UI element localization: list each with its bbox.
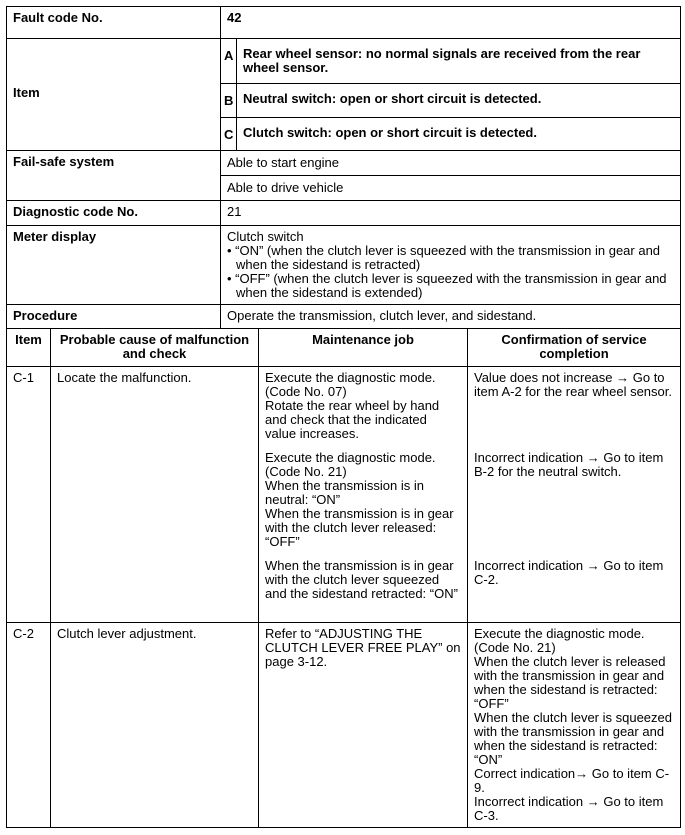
col-header-item: Item — [7, 329, 51, 367]
job-block — [265, 559, 461, 601]
job-line: Execute the diagnostic mode. — [265, 450, 436, 465]
item-letter-a: A — [221, 39, 237, 84]
item-label: Item — [7, 39, 221, 151]
job-block — [265, 451, 461, 549]
confirm-line: Incorrect indication → Go to item C-3. — [474, 794, 664, 823]
job-block — [265, 371, 461, 441]
row-item-c1: C-1 — [7, 367, 51, 623]
item-text-a: Rear wheel sensor: no normal signals are received from the rear wheel sensor. — [237, 39, 681, 84]
confirm-block: Incorrect indication → Go to item C-2. — [474, 558, 664, 587]
item-letter-c: C — [221, 118, 237, 151]
fault-info-table — [6, 6, 681, 329]
table-row — [7, 367, 681, 623]
meter-display-title: Clutch switch — [227, 229, 304, 244]
confirm-block: Value does not increase → Go to item A-2 for the rear wheel sensor. — [474, 370, 672, 399]
meter-bullet-on: • “ON” (when the clutch lever is squeezed with the transmission in gear and when the sidestand is retracted) — [227, 243, 661, 272]
confirm-block: Incorrect indication → Go to item B-2 for the neutral switch. — [474, 450, 664, 479]
fault-code-label: Fault code No. — [7, 7, 221, 39]
confirm-line: (Code No. 21) — [474, 640, 556, 655]
item-text-b: Neutral switch: open or short circuit is detected. — [237, 84, 681, 118]
job-line: Refer to “ADJUSTING THE CLUTCH LEVER FREE PLAY” on page 3-12. — [265, 626, 461, 669]
job-line: When the transmission is in gear with the clutch lever released: “OFF” — [265, 506, 454, 549]
meter-bullet-off: • “OFF” (when the clutch lever is squeezed with the transmission in gear and when the sidestand is extended) — [227, 271, 667, 300]
job-line: (Code No. 21) — [265, 464, 347, 479]
col-header-cause: Probable cause of malfunction and check — [51, 329, 259, 367]
fault-code-value: 42 — [221, 7, 681, 39]
meter-display-list — [227, 244, 674, 300]
table-row — [7, 623, 681, 828]
col-header-job: Maintenance job — [259, 329, 468, 367]
row-item-c2: C-2 — [7, 623, 51, 828]
job-line: When the transmission is in gear with the clutch lever squeezed and the sidestand retracted: “ON” — [265, 558, 458, 601]
confirm-line: Correct indication→ Go to item C-9. — [474, 766, 670, 795]
row-job-c1 — [259, 367, 468, 623]
document — [6, 6, 680, 828]
failsafe-label: Fail-safe system — [7, 151, 221, 201]
confirm-line: When the clutch lever is released with the transmission in gear and when the sidestand is retracted: “OFF” — [474, 654, 666, 711]
row-cause-c1: Locate the malfunction. — [51, 367, 259, 623]
col-header-confirm: Confirmation of service completion — [468, 329, 681, 367]
job-line: When the transmission is in neutral: “ON” — [265, 478, 424, 507]
job-line: Rotate the rear wheel by hand and check that the indicated value increases. — [265, 398, 440, 441]
row-job-c2 — [259, 623, 468, 828]
diagnosis-table — [6, 328, 681, 828]
row-confirm-c1 — [468, 367, 681, 623]
confirm-line: Execute the diagnostic mode. — [474, 626, 645, 641]
procedure-label: Procedure — [7, 305, 221, 329]
confirm-line: When the clutch lever is squeezed with the transmission in gear and when the sidestand is retracted: “ON” — [474, 710, 672, 767]
failsafe-value-2: Able to drive vehicle — [227, 180, 344, 195]
procedure-value: Operate the transmission, clutch lever, and sidestand. — [221, 305, 681, 329]
diag-code-value: 21 — [221, 201, 681, 226]
failsafe-value-1: Able to start engine — [221, 151, 680, 176]
row-cause-c2: Clutch lever adjustment. — [51, 623, 259, 828]
row-confirm-c2 — [468, 623, 681, 828]
diag-code-label: Diagnostic code No. — [7, 201, 221, 226]
job-line: Execute the diagnostic mode. — [265, 370, 436, 385]
item-text-c: Clutch switch: open or short circuit is detected. — [237, 118, 681, 151]
job-line: (Code No. 07) — [265, 384, 347, 399]
item-letter-b: B — [221, 84, 237, 118]
meter-display-label: Meter display — [7, 226, 221, 305]
